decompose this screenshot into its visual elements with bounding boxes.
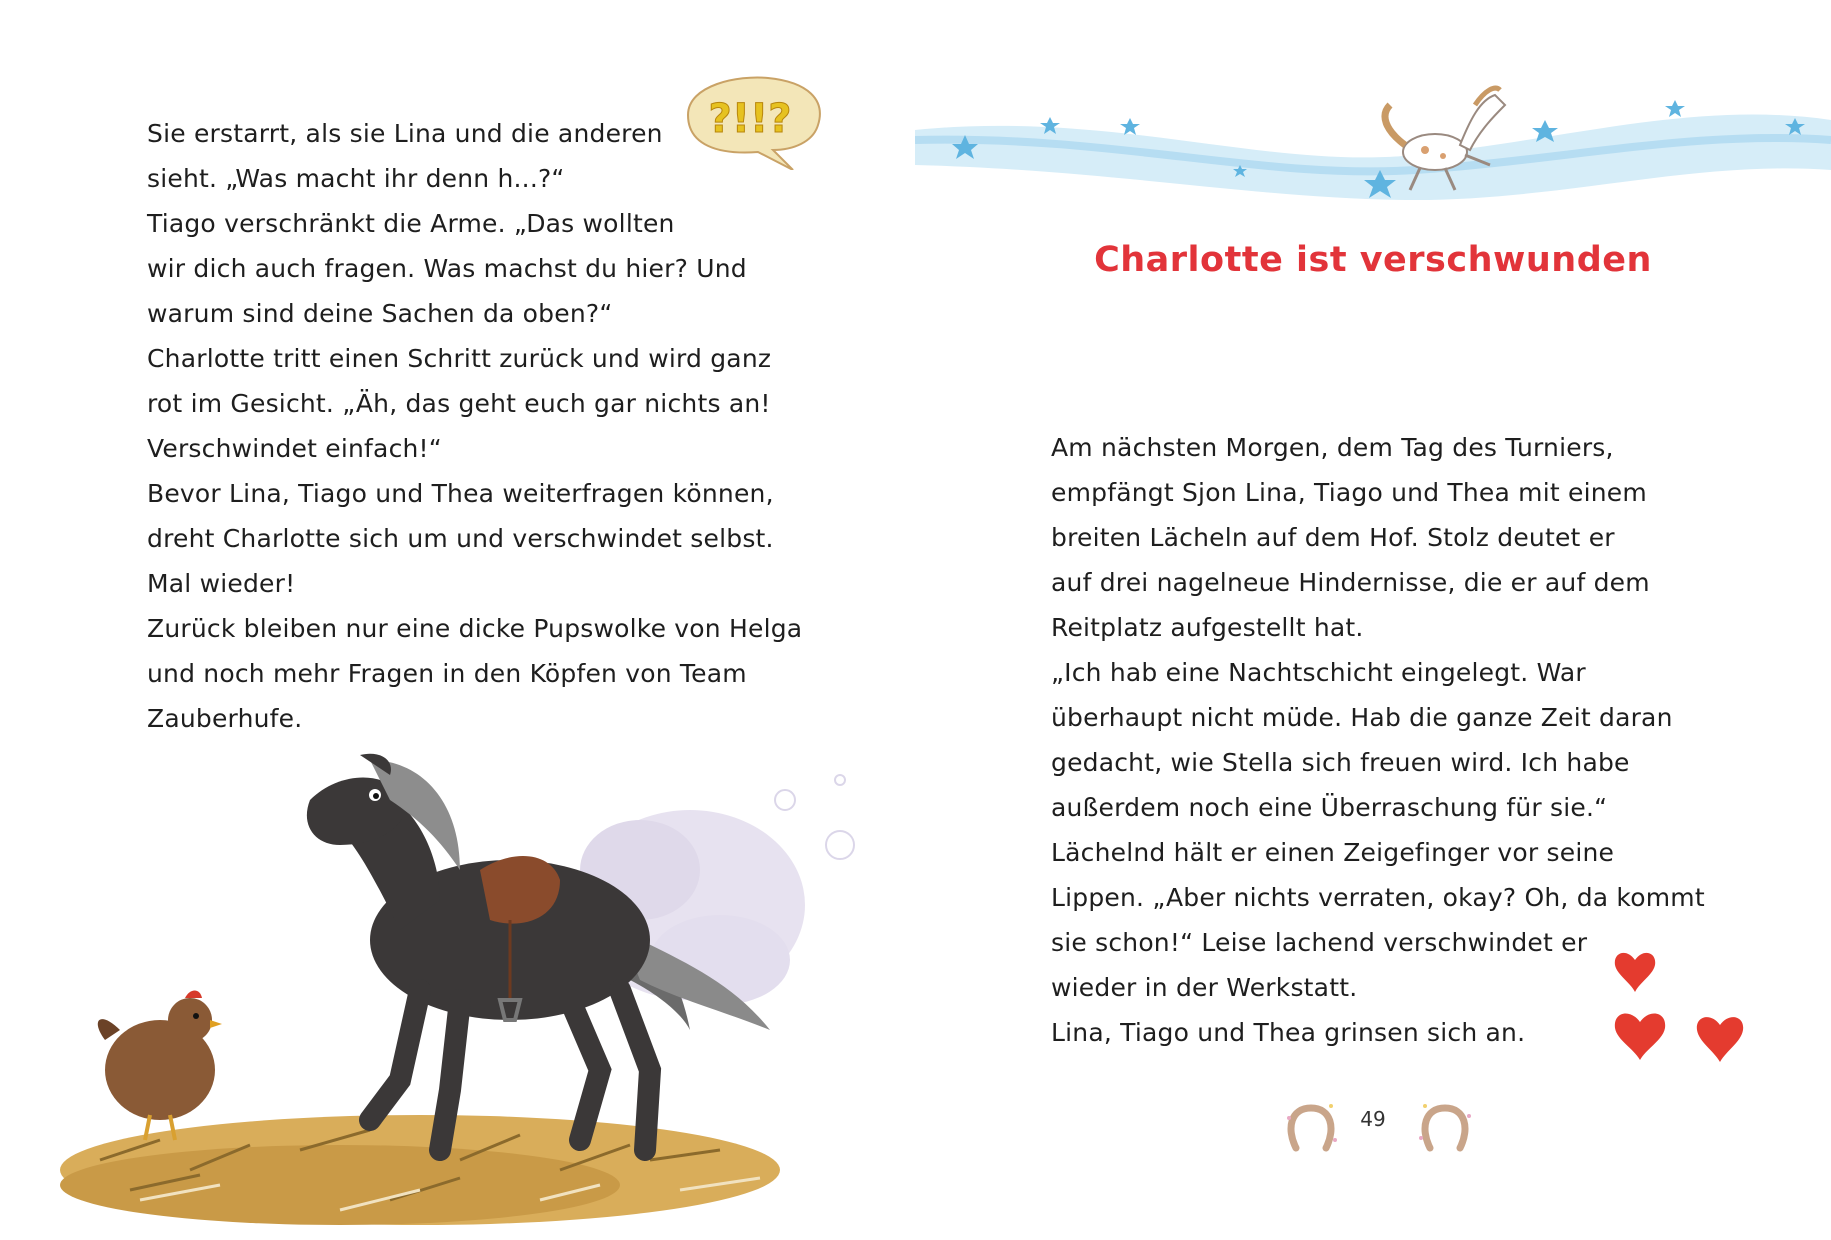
text-line: Reitplatz aufgestellt hat. xyxy=(1051,613,1364,642)
text-line: auf drei nagelneue Hindernisse, die er auf dem xyxy=(1051,568,1650,597)
speech-bubble-text: ?!!? xyxy=(708,96,792,142)
text-line: Charlotte tritt einen Schritt zurück und wird ganz xyxy=(147,344,772,373)
heart-icon xyxy=(1615,1013,1665,1060)
text-line: Sie erstarrt, als sie Lina und die anderen xyxy=(147,119,663,148)
text-line: dreht Charlotte sich um und verschwindet selbst. xyxy=(147,524,774,553)
right-page xyxy=(915,0,1831,1240)
text-line: gedacht, wie Stella sich freuen wird. Ich habe xyxy=(1051,748,1630,777)
text-line: Zurück bleiben nur eine dicke Pupswolke von Helga xyxy=(147,614,803,643)
text-line: empfängt Sjon Lina, Tiago und Thea mit einem xyxy=(1051,478,1647,507)
text-line: sie schon!“ Leise lachend verschwindet er xyxy=(1051,928,1588,957)
heart-icon xyxy=(1615,953,1655,992)
text-line: wir dich auch fragen. Was machst du hier? Und xyxy=(147,254,747,283)
text-line: breiten Lächeln auf dem Hof. Stolz deutet er xyxy=(1051,523,1615,552)
straw-ground xyxy=(60,1115,780,1225)
text-line: Am nächsten Morgen, dem Tag des Turniers, xyxy=(1051,433,1614,462)
text-line: und noch mehr Fragen in den Köpfen von Team xyxy=(147,659,747,688)
text-line: Zauberhufe. xyxy=(147,704,303,733)
text-line: sieht. „Was macht ihr denn h...?“ xyxy=(147,164,565,193)
heart-icon xyxy=(1697,1017,1743,1062)
chapter-title: Charlotte ist verschwunden xyxy=(1094,240,1652,280)
text-line: wieder in der Werkstatt. xyxy=(1051,973,1358,1002)
left-page-text xyxy=(147,111,802,741)
text-line: warum sind deine Sachen da oben?“ xyxy=(147,299,613,328)
text-line: überhaupt nicht müde. Hab die ganze Zeit daran xyxy=(1051,703,1673,732)
sky-stars-pony-header xyxy=(915,60,1831,220)
text-line: Lina, Tiago und Thea grinsen sich an. xyxy=(1051,1018,1526,1047)
hearts-illustration xyxy=(1605,920,1805,1070)
text-line: „Ich hab eine Nachtschicht eingelegt. War xyxy=(1051,658,1586,687)
text-line: Lächelnd hält er einen Zeigefinger vor seine xyxy=(1051,838,1615,867)
text-line: außerdem noch eine Überraschung für sie.“ xyxy=(1051,793,1608,822)
text-line: Lippen. „Aber nichts verraten, okay? Oh, da kommt xyxy=(1051,883,1705,912)
text-line: Verschwindet einfach!“ xyxy=(147,434,442,463)
text-line: Tiago verschränkt die Arme. „Das wollten xyxy=(147,209,675,238)
pony-and-hen-illustration xyxy=(40,730,880,1230)
text-line: Bevor Lina, Tiago und Thea weiterfragen können, xyxy=(147,479,774,508)
text-line: rot im Gesicht. „Äh, das geht euch gar nichts an! xyxy=(147,389,771,418)
page-number: 49 xyxy=(1360,1107,1386,1131)
text-line: Mal wieder! xyxy=(147,569,296,598)
hen xyxy=(98,991,222,1141)
left-page xyxy=(0,0,915,1240)
horseshoe-icon xyxy=(1415,1098,1475,1158)
